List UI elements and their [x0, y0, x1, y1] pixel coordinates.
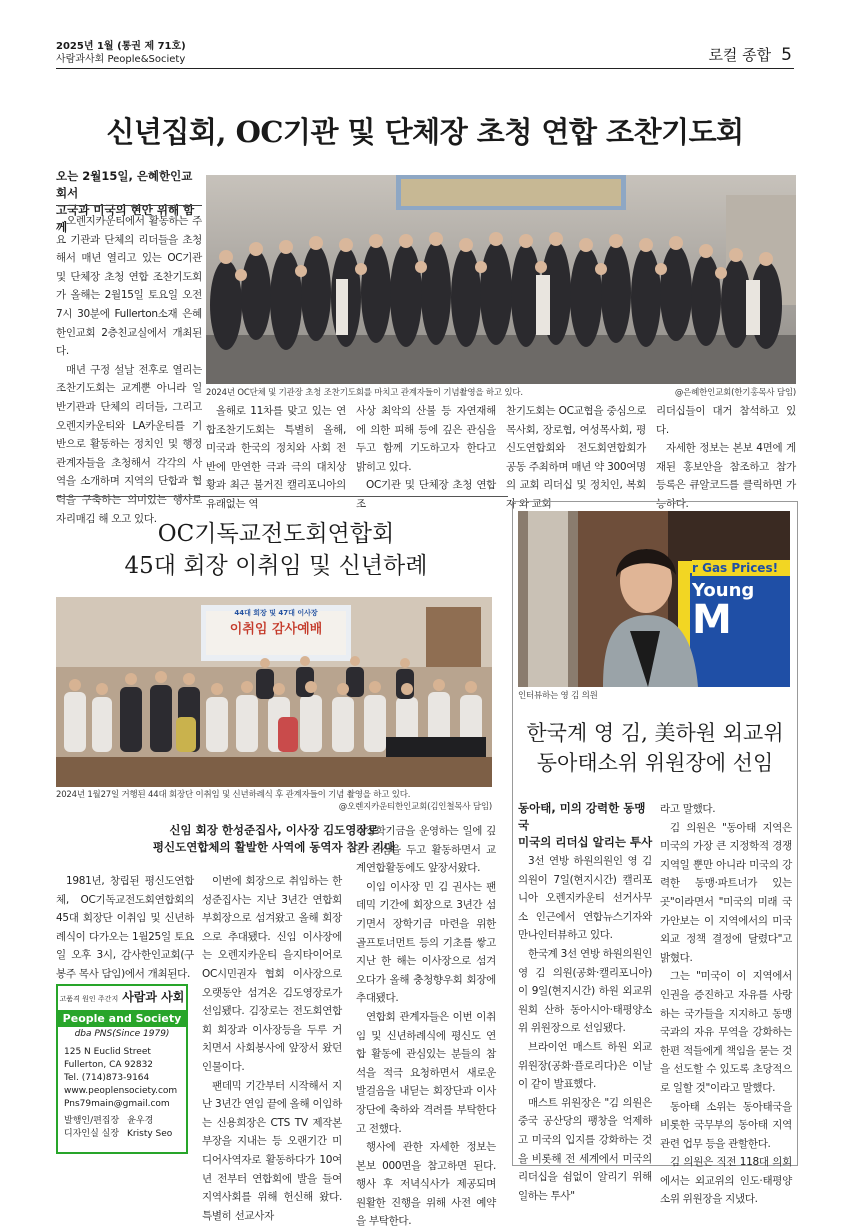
masthead-box: [56, 984, 188, 1154]
masthead-designer-row: [64, 1128, 186, 1141]
article3-col1-p1: 3선 연방 하원의원인 영 김 의원이 7일(현지시간) 캘리포니아 오렌지카운티 선거사무소 인근에서 연합뉴스기자와 만나인터뷰하고 있다.: [518, 855, 652, 942]
article3-sign-text: [692, 560, 790, 643]
article1-photo-credit: @은혜한인교회(한기홍목사 담임): [674, 388, 796, 398]
masthead-publisher-label: 발행인/편집장: [64, 1116, 120, 1126]
article2-banner: [206, 608, 346, 637]
article1-subhead-line2: 고국과 미국의 현안 위해 함께: [56, 203, 195, 234]
masthead-label: 고품격 원인 주간지: [59, 995, 119, 1003]
article3-col2-p4: 동아태 소위는 동아태국을 비롯한 국무부의 동아태 지역 관련 업무 등을 관할한다.: [660, 1100, 792, 1150]
article2-headline-line1: OC기독교전도회연합회: [157, 521, 395, 547]
article1-subhead-line1: 오는 2월15일, 은혜한인교회서: [56, 169, 193, 200]
article3-subhead: [518, 800, 656, 851]
article3-col2-p3: 그는 "미국이 이 지역에서 인권을 증진하고 자유를 사랑하는 국가들을 지지하고 동맹국과의 자유 무역을 강화하는 한편 적들에게 책임을 묻는 것을 선도할 수 있도록 초당적으로 일할 것"이라고 말했다.: [660, 970, 792, 1094]
article2-headline: [56, 518, 496, 582]
article1-col5-p2: 자세한 정보는 본보 4면에 게재된 홍보안을 참조하고 참가 등록은 큐알코드를 클릭하면 가능하다.: [656, 442, 796, 510]
article2-col1-p1: 1981년, 창립된 평신도연합체, OC기독교전도회연합회의 45대 회장단 이취임 및 신년하례식이 다가오는 1월25일 토요일 오후 3시, 감사한인교회(구봉주 목사 담임)에서 개최된다.: [56, 875, 194, 980]
masthead-email[interactable]: Pns79main@gmail.com: [64, 1099, 170, 1109]
article2-col3-p3: 연합회 관계자들은 이번 이취임 및 신년하례식에 평신도 연합 활동에 관심있는 분들의 참석을 적극 요청하면서 새로운 발걸음을 내딛는 회장단과 이사장단에 축하와 격려를 부탁한다고 전했다.: [356, 1010, 496, 1135]
article1-col5-p1: 리더십들이 대거 참석하고 있다.: [656, 405, 796, 436]
article2-subhead-line1: 신임 회장 한성준집사, 이사장 김도영장로: [169, 823, 379, 837]
article1-group-photo: [206, 175, 796, 384]
article3-col2-p2: 김 의원은 "동아태 지역은 미국의 가장 큰 지정학적 경쟁지역일 뿐만 아니라 미국의 강력한 동맹·파트너가 있는 곳"이라면서 "미국의 미래 국가안보는 이 지역에서의 미국 외교 정책 결정에 달렸다"고 밝혔다.: [660, 821, 792, 964]
issue-header: [56, 40, 186, 66]
article1-col1-p2: 매년 구정 설날 전후로 열리는 조찬기도회는 교계뿐 아니라 일반기관과 단체의 리더들, 그리고 오렌지카운티와 LA카운티를 기반으로 활동하는 정치인 및 행정관계자들을 초청해서 각각의 사역을 소개하며 지역의 단합과 협력을 구축하는 의미있는 행사로 자리매김 해 오고 있다.: [56, 363, 202, 525]
issue-line: 2025년 1월 (통권 제 71호): [56, 41, 186, 52]
article2-col3-p2: 이임 이사장 민 김 권사는 팬데믹 기간에 회장으로 3년간 섬기면서 장학기금 마련을 위한 골프토너먼트 등의 기초를 쌓고 지난 한 해는 이사장으로 섬겨오다가 올해 충청향우회 회장에 추대됐다.: [356, 880, 496, 1005]
article2-col2-p2: 팬데믹 기간부터 시작해서 지난 3년간 연임 끝에 올해 이임하는 신용희장은 CTS TV 제작본부장을 지내는 등 오랜기간 미디어사역자로 활동하다가 10여년 전부터 연합회에 발을 들여 지역사회를 위해 헌신해 왔다. 특별히 선교사자: [202, 1079, 342, 1222]
article1-photo-caption: 2024년 OC단체 및 기관장 초청 조찬기도회를 마치고 관계자들이 기념촬영을 하고 있다.: [206, 388, 523, 398]
article3-photo-caption: 인터뷰하는 영 김 의원: [518, 691, 598, 701]
masthead-dba: dba PNS(Since 1979): [74, 1029, 170, 1039]
masthead-web[interactable]: www.peoplensociety.com: [64, 1086, 178, 1096]
article2-photo-credit: @오렌지카운티한인교회(김인철목사 담임): [338, 802, 492, 812]
article2-photo-caption: 2024년 1월27일 거행된 44대 회장단 이취임 및 신년하례식 후 관계자들이 기념 촬영을 하고 있다.: [56, 790, 411, 800]
group-photo-graphic: [206, 175, 796, 384]
article2-col3-body: [356, 822, 496, 1231]
article1-col1-p1: 오렌지카운티에서 활동하는 주요 기관과 단체의 리더들을 초청해서 매년 열리고 있는 OC기관 및 단체장 초청 연합 조찬기도회가 올해는 2월15일 토요일 오전 7시 30분에 Fullerton소재 은혜한인교회 2층친교실에서 개최된다.: [56, 215, 202, 358]
article3-subhead-line1: 동아태, 미의 강력한 동맹국: [518, 801, 646, 832]
article2-subhead-line2: 평신도연합체의 활발한 사역에 동역자 참가 기대: [152, 840, 396, 854]
article3-sign-line1: r Gas Prices!: [692, 560, 790, 576]
article1-col5: [656, 402, 796, 514]
page-number: 5: [781, 45, 792, 65]
article1-col3-p2: OC기관 및 단체장 초청 연합 조: [356, 479, 496, 510]
article2-banner-line2: 이취임 감사예배: [229, 622, 323, 637]
article3-col2-p1: 라고 말했다.: [660, 803, 716, 815]
article1-col4-p1: 찬기도회는 OC교협을 중심으로 목사회, 장로협, 여성목사회, 평신도연합회와 전도회연합회가 공동 주최하며 매년 약 300여명의 교회 리더십 및 정치인, 복회자 와 교회: [506, 405, 646, 510]
article3-col2-p5: 김 의원은 직전 118대 의회에서는 외교위의 인도·태평양 소위 위원장을 지냈다.: [660, 1156, 792, 1206]
article1-bottom-rule: [56, 496, 508, 497]
masthead-publisher: 윤우경: [127, 1116, 154, 1126]
article2-banner-line1: 44대 회장 및 47대 이사장: [234, 609, 318, 617]
masthead-tel: Tel. (714)873-9164: [64, 1073, 150, 1083]
masthead-title-row: [58, 986, 186, 1007]
article1-col2-p1: 올해로 11차를 맞고 있는 연합조찬기도회는 특별히 올해, 미국과 한국의 정치와 사회 전반에 만연한 극과 극의 대치상황과 최근 불거진 캘리포니아의 유래없는 역: [206, 405, 346, 510]
section-header: [708, 44, 792, 65]
paper-name: 사람과사회 People&Society: [56, 54, 186, 65]
article3-col1: [518, 852, 652, 1205]
header-rule: [56, 68, 794, 69]
masthead-publisher-row: [64, 1115, 186, 1128]
article3-sign-line3: M: [692, 597, 732, 643]
article1-headline: 신년집회, OC기관 및 단체장 초청 연합 조찬기도회: [106, 115, 744, 149]
article3-col2: [660, 800, 792, 1209]
masthead-name: 사람과 사회: [122, 990, 185, 1004]
article1-col4: [506, 402, 646, 514]
masthead-address: [58, 1046, 186, 1141]
article1-subhead-rule: [56, 205, 202, 206]
article1-col3-p1: 사상 최악의 산불 등 자연재해에 의한 피해 등에 깊은 관심을 두고 함께 기도하고자 한다고 밝히고 있다.: [356, 405, 496, 473]
article3-sign-line2: Young: [692, 580, 755, 601]
article2-col3-p1: 녀장학기금을 운영하는 일에 깊은 관심을 두고 활동하면서 교계연합활동에도 앞장서왔다.: [356, 825, 496, 875]
article3-col1-p3: 브라이언 매스트 하원 외교위원장(공화·플로리다)은 이날 이 같이 발표했다.: [518, 1040, 652, 1091]
masthead-address2: Fullerton, CA 92832: [64, 1060, 154, 1070]
article3-subhead-line2: 미국의 리더십 알리는 투사: [518, 835, 653, 849]
masthead-designer: Kristy Seo: [127, 1129, 173, 1139]
article2-col3-p4: 행사에 관한 자세한 정보는 본보 000면을 참고하면 된다. 행사 후 저녁식사가 제공되며 원활한 진행을 위해 사전 예약을 부탁한다.: [356, 1141, 496, 1228]
article3-headline: [516, 718, 794, 778]
masthead-english: People and Society: [58, 1010, 186, 1027]
article2-col2: [202, 872, 342, 1225]
article3-col1-p4: 매스트 위원장은 "김 의원은 중국 공산당의 팽창을 억제하고 미국의 입지를 강화하는 것을 비롯해 전 세계에서 미국의 리더십을 쉼없이 알리기 위해 일하는 투사": [518, 1096, 652, 1202]
article3-headline-line2: 동아태소위 위원장에 선임: [536, 751, 774, 775]
article3-col1-p2: 한국계 3선 연방 하원의원인 영 김 의원(공화·캘리포니아)이 9일(현지시간) 하원 외교위원회 산하 동아시아·태평양소위 위원장으로 선임됐다.: [518, 947, 652, 1035]
section-name: 로컬 종합: [708, 46, 772, 64]
article2-headline-line2: 45대 회장 이취임 및 신년하례: [124, 553, 428, 579]
masthead-design-label: 디자인실 실장: [64, 1129, 120, 1139]
masthead-address1: 125 N Euclid Street: [64, 1047, 151, 1057]
article2-col2-p1: 이번에 회장으로 취임하는 한성준집사는 지난 3년간 연합회 부회장으로 섬겨왔고 올해 회장으로 추대됐다. 신임 이사장에는 오렌지카운티 을지타이어로 OC시민권자 협회 이사장으로 오랫동안 섬겨온 김도영장로가 선임됐다. 김장로는 전도회연합회 회장과 이사장등을 두루 거치면서 사회봉사에 앞장서 왔던 인물이다.: [202, 875, 342, 1073]
article2-col1: [56, 872, 194, 984]
article3-headline-line1: 한국계 영 김, 美하원 외교위: [526, 721, 784, 745]
article1-col1: [56, 212, 202, 528]
